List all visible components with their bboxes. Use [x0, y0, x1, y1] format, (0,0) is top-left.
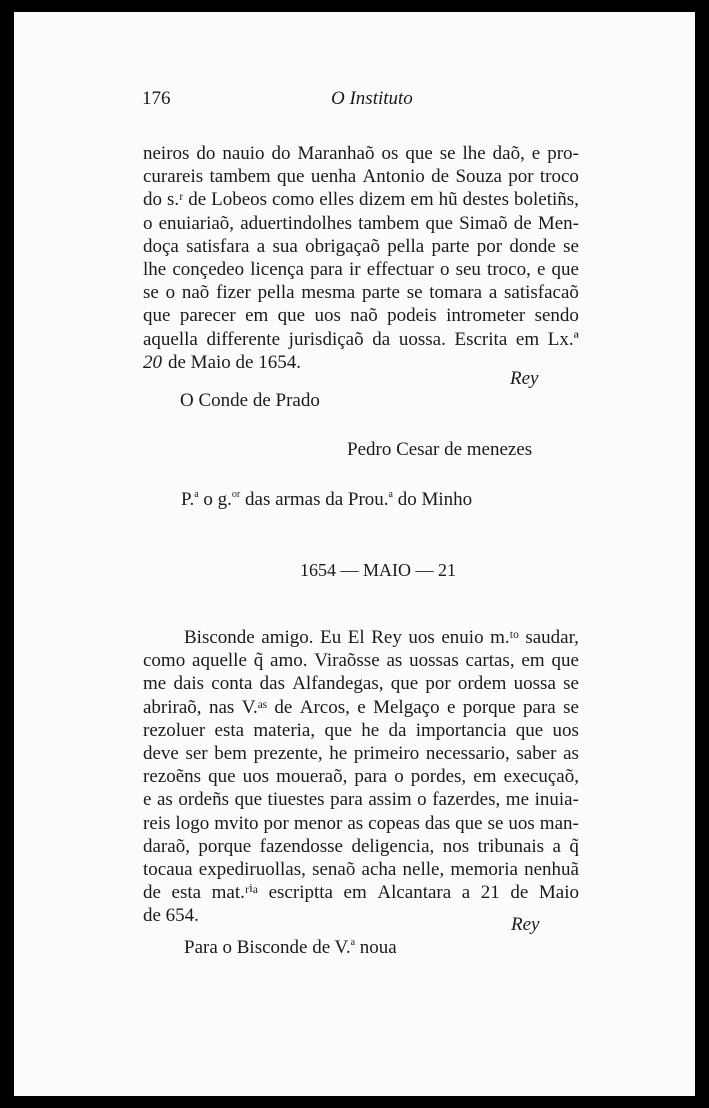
word: importancia — [415, 719, 507, 741]
word: Arcos, — [299, 696, 350, 718]
word: do — [271, 143, 291, 164]
word: moueraõ, — [276, 766, 348, 788]
word: ordeñs — [178, 789, 230, 811]
word: enuiariaõ, — [158, 212, 235, 234]
word: uos — [242, 766, 270, 788]
word: que — [277, 166, 305, 188]
word: sua — [272, 235, 298, 257]
word: que — [405, 143, 433, 164]
word: de — [431, 166, 450, 188]
word: a — [256, 235, 266, 257]
word: man- — [539, 812, 579, 834]
text-line — [143, 788, 579, 811]
word: aquella — [143, 328, 198, 350]
word: El — [347, 627, 365, 648]
word: Escrita — [454, 328, 508, 350]
word: satisfara — [186, 235, 250, 257]
word: pro- — [547, 143, 579, 164]
word: Souza — [455, 166, 502, 188]
word: 21 — [480, 882, 500, 904]
word: em — [521, 650, 545, 672]
word: primeiro — [353, 742, 420, 764]
word: seu — [455, 258, 481, 280]
word: uos — [314, 305, 341, 327]
word: de — [274, 696, 293, 718]
word: Melgaço — [373, 696, 440, 718]
word: rezoẽns — [143, 766, 202, 788]
text-line — [143, 765, 579, 788]
word: em — [343, 882, 367, 904]
word: que — [277, 305, 306, 327]
word: saudar, — [525, 627, 579, 648]
text-line — [143, 626, 579, 649]
word: e — [143, 789, 152, 811]
word: das — [259, 673, 285, 695]
word: acha — [361, 858, 397, 880]
word: m.ᵗᵒ — [490, 627, 519, 648]
word: tambem — [209, 166, 271, 188]
text-line — [143, 142, 579, 165]
word: Lobeos — [211, 189, 268, 211]
word: que — [143, 305, 171, 327]
word: por — [425, 673, 451, 695]
word: effectuar — [366, 258, 434, 280]
word: a — [461, 882, 471, 904]
word: Antonio — [362, 166, 425, 188]
word: para — [354, 766, 388, 788]
word: naõ — [181, 282, 210, 304]
date-heading: 1654 — MAIO — 21 — [300, 560, 456, 580]
word: deve — [143, 742, 179, 764]
word: e — [536, 258, 546, 280]
word: da — [372, 328, 391, 350]
word: Simaõ — [459, 212, 508, 234]
word: para — [523, 696, 556, 718]
word: de — [510, 882, 529, 904]
word: Men- — [537, 212, 579, 234]
word: esta — [171, 882, 202, 904]
word: o — [165, 282, 176, 304]
word: ser — [185, 742, 208, 764]
word: por — [476, 235, 503, 257]
date-day: 20 — [143, 351, 162, 373]
word: se — [439, 143, 456, 164]
word: licença — [250, 258, 304, 280]
word: porque — [198, 835, 252, 857]
word: porque — [462, 696, 516, 718]
page-header — [142, 88, 580, 116]
word: Maranhaõ — [297, 143, 375, 164]
word: os — [381, 143, 399, 164]
word: q̃ — [569, 835, 579, 857]
word: donde — [509, 235, 556, 257]
letter-1-signatory: O Conde de Prado — [180, 390, 320, 411]
word: fazendosse — [259, 835, 343, 857]
word: do — [196, 143, 216, 164]
word: he — [329, 742, 348, 764]
word: logo — [175, 812, 210, 834]
word: por — [508, 166, 534, 188]
word: tiuestes — [267, 789, 325, 811]
word: execuçaõ, — [503, 766, 579, 788]
word: a — [488, 282, 498, 304]
word: intrometer — [446, 305, 526, 327]
word: Bisconde — [184, 627, 255, 648]
text-line — [143, 165, 579, 188]
word: tocaua — [143, 858, 193, 880]
word: aduertindolhes — [240, 212, 353, 234]
letter-2-sign-off: Rey — [511, 914, 540, 935]
text-line — [143, 672, 579, 695]
word: Alcantara — [377, 882, 452, 904]
word: hũ — [438, 189, 458, 211]
word: deligencia, — [351, 835, 435, 857]
word: nelle, — [402, 858, 445, 880]
word: expediruollas, — [198, 858, 306, 880]
word: nos — [442, 835, 470, 857]
word: pella — [387, 235, 425, 257]
word: jurisdiçaõ — [288, 328, 364, 350]
word: ir — [348, 258, 361, 280]
word: q̃ — [253, 650, 264, 672]
word: conçedeo — [172, 258, 245, 280]
text-line — [143, 835, 579, 858]
text-line — [143, 696, 579, 719]
word: o — [417, 789, 427, 811]
word: amo. — [270, 650, 308, 672]
text-line — [143, 258, 579, 281]
word: mat.ʳⁱᵃ — [211, 882, 259, 904]
text-line — [143, 304, 579, 327]
word: tambem — [358, 212, 420, 234]
word: e — [357, 696, 366, 718]
date-rest: de 654. — [143, 905, 199, 927]
word: nas — [208, 696, 235, 718]
word: o — [143, 212, 153, 234]
word: Viraõsse — [314, 650, 380, 672]
word: pella — [257, 282, 295, 304]
word: senaõ — [312, 858, 356, 880]
text-line — [143, 328, 579, 351]
word: Alfandegas, — [292, 673, 384, 695]
book-page — [14, 12, 695, 1096]
word: as — [347, 812, 364, 834]
text-line — [143, 212, 579, 235]
word: de — [513, 212, 532, 234]
word: prezente, — [253, 742, 323, 764]
word: me — [505, 789, 530, 811]
word: se — [406, 282, 423, 304]
word: esta — [214, 719, 245, 741]
word: destes — [462, 189, 510, 211]
word: que — [390, 673, 419, 695]
word: parecer — [179, 305, 236, 327]
word: as — [563, 742, 579, 764]
word: materia, — [253, 719, 316, 741]
word: naõ — [350, 305, 378, 327]
word: em — [473, 766, 497, 788]
text-line — [143, 188, 579, 211]
word: de — [188, 189, 207, 211]
word: assim — [368, 789, 412, 811]
word: mesma — [301, 282, 356, 304]
word: Eu — [320, 627, 342, 648]
word: em — [515, 328, 540, 350]
word: ordem — [457, 673, 507, 695]
word: abriraõ, — [143, 696, 202, 718]
word: s.ʳ — [166, 189, 184, 211]
word: doça — [143, 235, 179, 257]
word: e — [447, 696, 456, 718]
word: se — [563, 673, 579, 695]
letter-1-address: P.$^a$ o g.$^{or}$ das armas da Prou.$^a$ do Minho — [181, 488, 473, 510]
running-title: O Instituto — [331, 88, 413, 109]
word: obrigaçaõ — [305, 235, 380, 257]
word: neiros — [143, 143, 190, 164]
word: que — [208, 766, 236, 788]
text-line — [143, 742, 579, 765]
word: que — [324, 719, 352, 741]
word: boletiñs, — [513, 189, 579, 211]
word: pordes, — [410, 766, 467, 788]
word: tomara — [429, 282, 483, 304]
word: he — [361, 719, 380, 741]
text-line — [143, 235, 579, 258]
word: se — [563, 235, 579, 257]
word: uenha — [310, 166, 357, 188]
word: para — [330, 789, 363, 811]
word: o — [394, 766, 404, 788]
word: cartas, — [465, 650, 515, 672]
letter-2-address: Para o Bisconde de V.$^a$ noua — [184, 936, 397, 958]
word: dais — [173, 673, 205, 695]
date-rest: de Maio de 1654. — [168, 351, 301, 373]
word: mvito — [214, 812, 259, 834]
word: de — [143, 882, 161, 904]
word: differente — [206, 328, 281, 350]
word: que — [455, 812, 483, 834]
word: lhe — [462, 143, 486, 164]
word: nenhuã — [524, 858, 579, 880]
word: parte — [431, 235, 470, 257]
word: se — [563, 696, 579, 718]
word: tribunais — [477, 835, 545, 857]
text-line — [143, 812, 579, 835]
word: e — [531, 143, 541, 164]
word: as — [386, 650, 403, 672]
page-number: 176 — [142, 88, 171, 109]
word: que — [234, 789, 262, 811]
word: daraõ, — [143, 835, 190, 857]
word: enuio — [441, 627, 484, 648]
word: nauio — [222, 143, 265, 164]
word: que — [515, 719, 544, 741]
word: como — [143, 650, 186, 672]
letter-2-body — [143, 626, 579, 927]
word: sendo — [534, 305, 579, 327]
word: uos — [508, 812, 535, 834]
text-line — [143, 858, 579, 881]
word: o — [439, 258, 450, 280]
word: da — [388, 719, 407, 741]
word: parte — [361, 282, 400, 304]
word: bem — [214, 742, 247, 764]
word: podeis — [387, 305, 437, 327]
text-line — [143, 881, 579, 904]
word: conta — [211, 673, 253, 695]
word: uossas — [409, 650, 459, 672]
text-line — [143, 281, 579, 304]
word: do — [143, 189, 162, 211]
word: uos — [408, 627, 435, 648]
word: a — [552, 835, 561, 857]
word: uos — [552, 719, 579, 741]
word: aquelle — [192, 650, 247, 672]
word: como — [272, 189, 315, 211]
word: elles — [319, 189, 355, 211]
text-line — [143, 719, 579, 742]
word: em — [245, 305, 269, 327]
word: me — [143, 673, 167, 695]
word: as — [156, 789, 173, 811]
word: menor — [293, 812, 343, 834]
word: saber — [516, 742, 557, 764]
text-line — [143, 649, 579, 672]
word: que — [425, 212, 453, 234]
word: amigo. — [261, 627, 314, 648]
word: se — [143, 282, 159, 304]
word: necessario, — [425, 742, 510, 764]
letter-1-sign-off: Rey — [510, 368, 539, 389]
word: troco — [539, 166, 579, 188]
word: se — [487, 812, 504, 834]
word: memoria — [450, 858, 518, 880]
word: uossa — [513, 673, 556, 695]
letter-1-secretary: Pedro Cesar de menezes — [347, 439, 533, 460]
word: copeas — [368, 812, 420, 834]
word: Maio — [538, 882, 579, 904]
word: rezoluer — [143, 719, 206, 741]
word: das — [424, 812, 451, 834]
word: que — [551, 258, 579, 280]
word: em — [410, 189, 434, 211]
word: que — [551, 650, 579, 672]
word: curareis — [143, 166, 204, 188]
word: Rey — [371, 627, 402, 648]
word: Lx.ª — [547, 328, 579, 350]
word: troco, — [487, 258, 531, 280]
word: para — [310, 258, 343, 280]
word: fazerdes, — [432, 789, 501, 811]
word: uossa. — [398, 328, 446, 350]
word: reis — [143, 812, 171, 834]
word: V.ᵃˢ — [241, 696, 267, 718]
word: escriptta — [268, 882, 333, 904]
word: por — [263, 812, 289, 834]
word: satisfacaõ — [504, 282, 579, 304]
word: fizer — [216, 282, 251, 304]
word: inuia- — [534, 789, 579, 811]
letter-1-body — [143, 142, 579, 374]
word: dizem — [359, 189, 406, 211]
word: lhe — [143, 258, 167, 280]
word: daõ, — [492, 143, 525, 164]
